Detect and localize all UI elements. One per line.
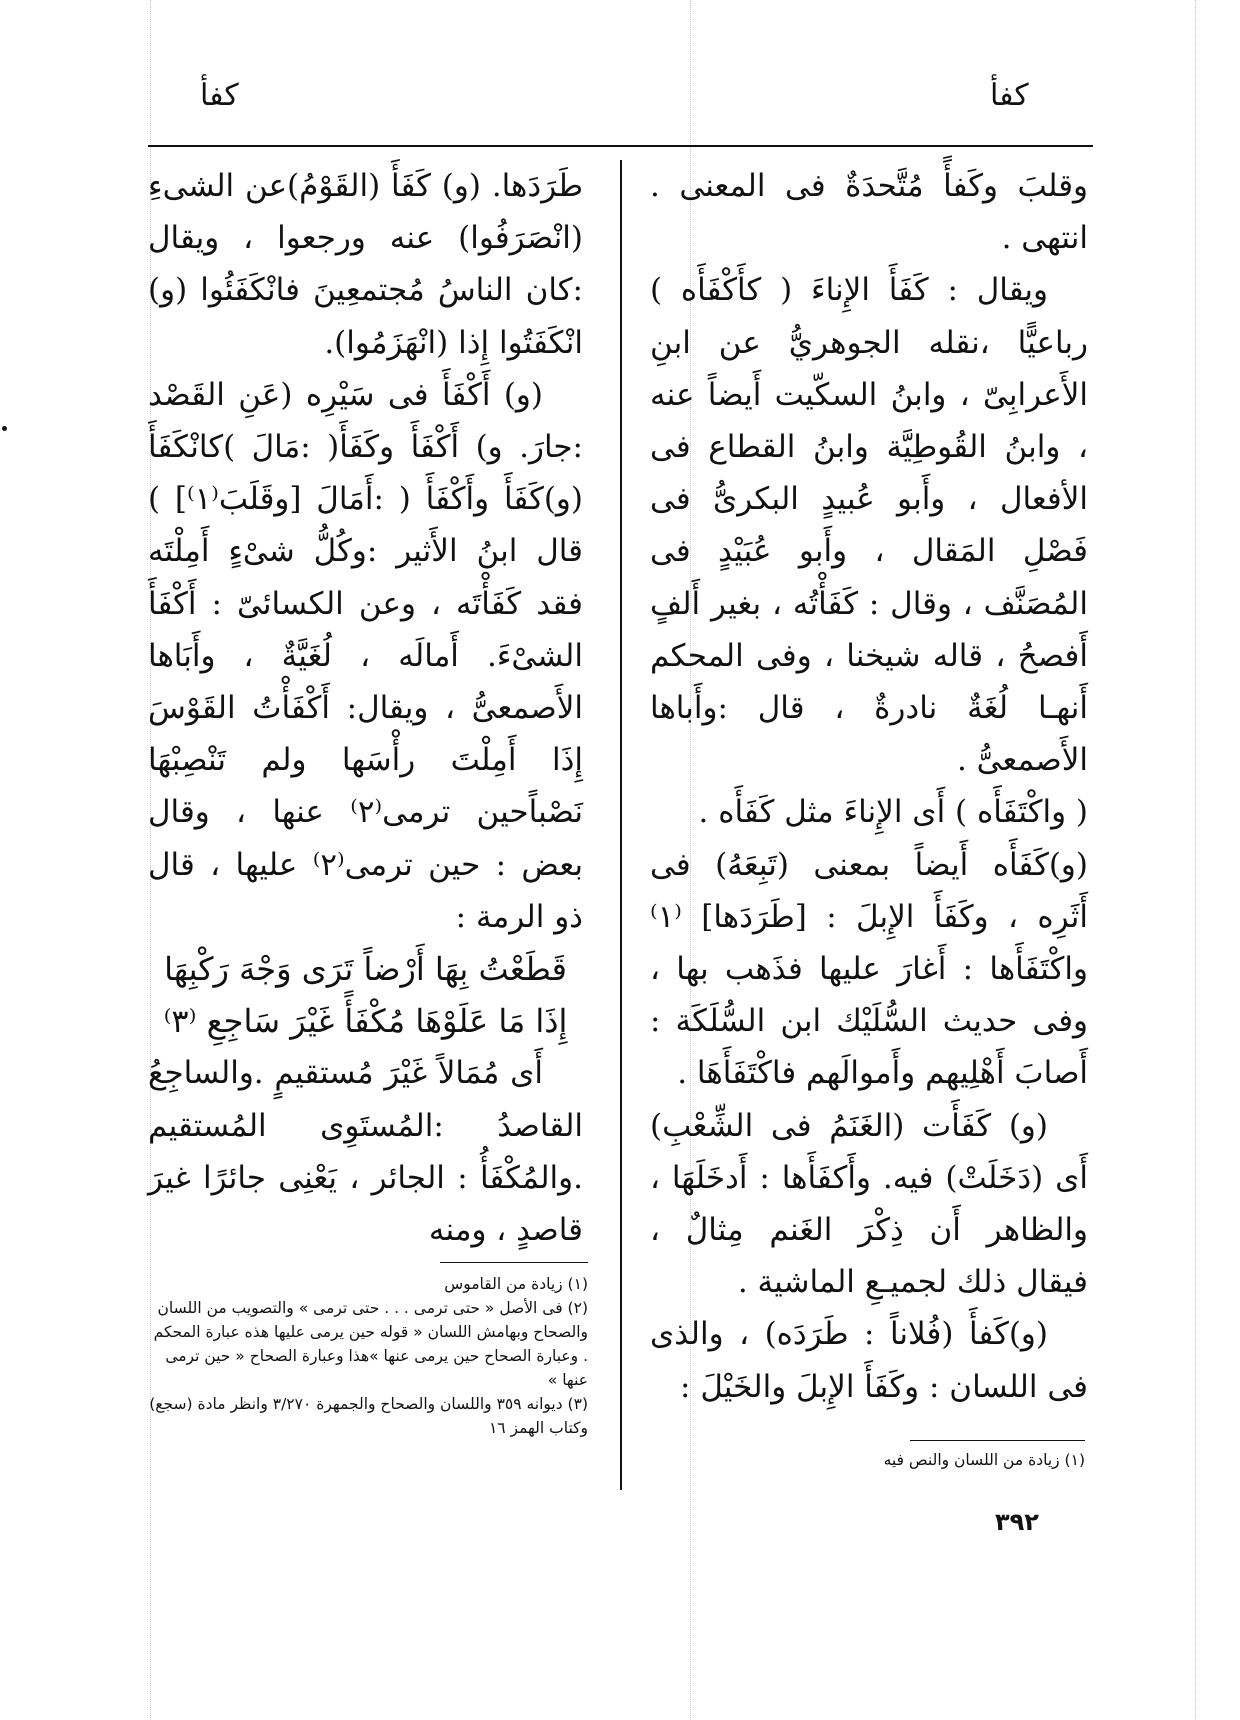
footnotes-right (830, 1448, 1085, 1472)
footnote-rule (440, 1262, 588, 1263)
footnote: (٣) ديوانه ٣٥٩ واللسان والصحاح والجمهرة ٣/٢٧٠ وانظر مادة (سجع) وكتاب الهمز ١٦ (149, 1395, 588, 1437)
paragraph: (و) أَكْفَأَ فى سَيْرِه (عَنِ القَصْد :جارَ. و) أَكْفَأَ وكَفَأَ( :مَالَ )كانْكَفَأَ (و)كَفَأَ وأَكْفَأَ ( :أَمَالَ [وقَلَبَ⁽١⁾] ) قال ابنُ الأَثير :وكُلُّ شىْءٍ أَمِلْتَه فقد كَفَأْتَه ، وعن الكسائىّ : أَكْفَأَ الشىْءَ. أَمالَه ، لُغَيَّةٌ ، وأَبَاها الأَصمعىُّ ، ويقال: أَكْفَأْتُ القَوْسَ إِذَا أَمِلْتَ رأْسَها ولم تَنْصِبْهَا نَصْباًحين ترمى⁽٢⁾ عنها ، وقال بعض : حين ترمى⁽٢⁾ عليها ، قال ذو الرمة : (148, 376, 583, 935)
verse-line: إِذَا مَا عَلَوْهَا مُكْفَأً غَيْرَ سَاجِعِ ⁽٣⁾ (163, 1002, 568, 1041)
header-word-left: كفأ (200, 78, 239, 113)
paragraph: أَى مُمَالاً غَيْرَ مُستقيمٍ .والساجِعُ القاصدُ :المُستَوِى المُستقيم .والمُكْفَأُ : الجائر ، يَعْنِى جائرًا غيرَ قاصدٍ ، ومنه (148, 1055, 583, 1249)
column-divider (620, 160, 622, 1490)
left-column (148, 160, 583, 1256)
footnote-rule (910, 1440, 1085, 1441)
paragraph: وقلبَ وكَفأً مُتَّحدَةٌ فى المعنى . انتهى . (650, 168, 1088, 257)
header-word-right: كفأ (990, 78, 1029, 113)
paragraph: (و) كَفَأَت (الغَنَمُ فى الشِّعْبِ) أَى (دَخَلَتْ) فيه. وأَكفَأَها : أَدخَلَهَا ، والظاهر أَن ذِكْرَ الغَنم مِثالٌ ، فيقال ذلك لجميـعِ الماشية . (650, 1107, 1088, 1301)
right-column (650, 160, 1088, 1413)
footnote: (١) زيادة من القاموس (444, 1275, 588, 1293)
footnotes-left (148, 1272, 588, 1440)
footnote: (٢) فى الأصل « حتى ترمى . . . حتى ترمى » والتصويب من اللسان والصحاح وبهامش اللسان « قوله حين يرمى عليها هذه عبارة المحكم . وعبارة الصحاح حين يرمى عنها »هذا وعبارة الصحاح « حين ترمى عنها » (153, 1299, 588, 1389)
page-number: ٣٩٢ (995, 1508, 1039, 1536)
paragraph: (و)كَفأَ (فُلاناً : طَرَدَه) ، والذى فى اللسان : وكَفَأَ الإِبلَ والخَيْلَ : (650, 1316, 1088, 1405)
scan-mark (2, 426, 7, 431)
paragraph: طَرَدَها. (و) كَفَأَ (القَوْمُ)عن الشىءِ (انْصَرَفُوا) عنه ورجعوا ، ويقال :كان الناسُ مُجتمعِينَ فانْكَفَئُوا (و) انْكَفَتُوا إِذا (انْهَزَمُوا). (148, 168, 583, 361)
footnote: (١) زيادة من اللسان والنص فيه (883, 1451, 1085, 1469)
paragraph: ( واكْتَفَأَه ) أَى الإِناءَ مثل كَفَأَه . (698, 794, 1088, 831)
verse-line: قَطَعْتُ بِهَا أَرْضاً تَرَى وَجْهَ رَكْبِهَا (164, 950, 567, 989)
header-rule (148, 145, 1093, 147)
paragraph: ويقال : كَفَأَ الإِناءَ ( كأَكْفَأَه ) رباعيًّا ،نقله الجوهريُّ عن ابنِ الأَعرابِىّ ، وابنُ السكّيت أَيضاً عنه ، وابنُ القُوطِيَّة وابنُ القطاع فى الأفعال ، وأَبو عُبيدٍ البكرىُّ فى فَصْلِ المَقال ، وأَبو عُبَيْدٍ فى المُصَنَّف ، وقال : كَفَأْتُه ، بغير أَلفٍ أَفصحُ ، قاله شيخنا ، وفى المحكم أَنهـا لُغَةٌ نادرةٌ ، قال :وأَباها الأَصمعىُّ . (650, 272, 1088, 779)
paragraph: (و)كَفَأَه أَيضاً بمعنى (تَبِعَهُ) فى أَثَرِه ، وكَفَأَ الإِبلَ : [طَرَدَها] ⁽١⁾ واكْتَفَأَها : أَغارَ عليها فذَهب بها ، وفى حديث السُّلَيْك ابن السُّلَكَة : أَصابَ أَهْلِيهم وأَموالَهم فاكْتَفَأَهَا . (650, 846, 1088, 1092)
scan-guide-line (1195, 0, 1196, 1720)
